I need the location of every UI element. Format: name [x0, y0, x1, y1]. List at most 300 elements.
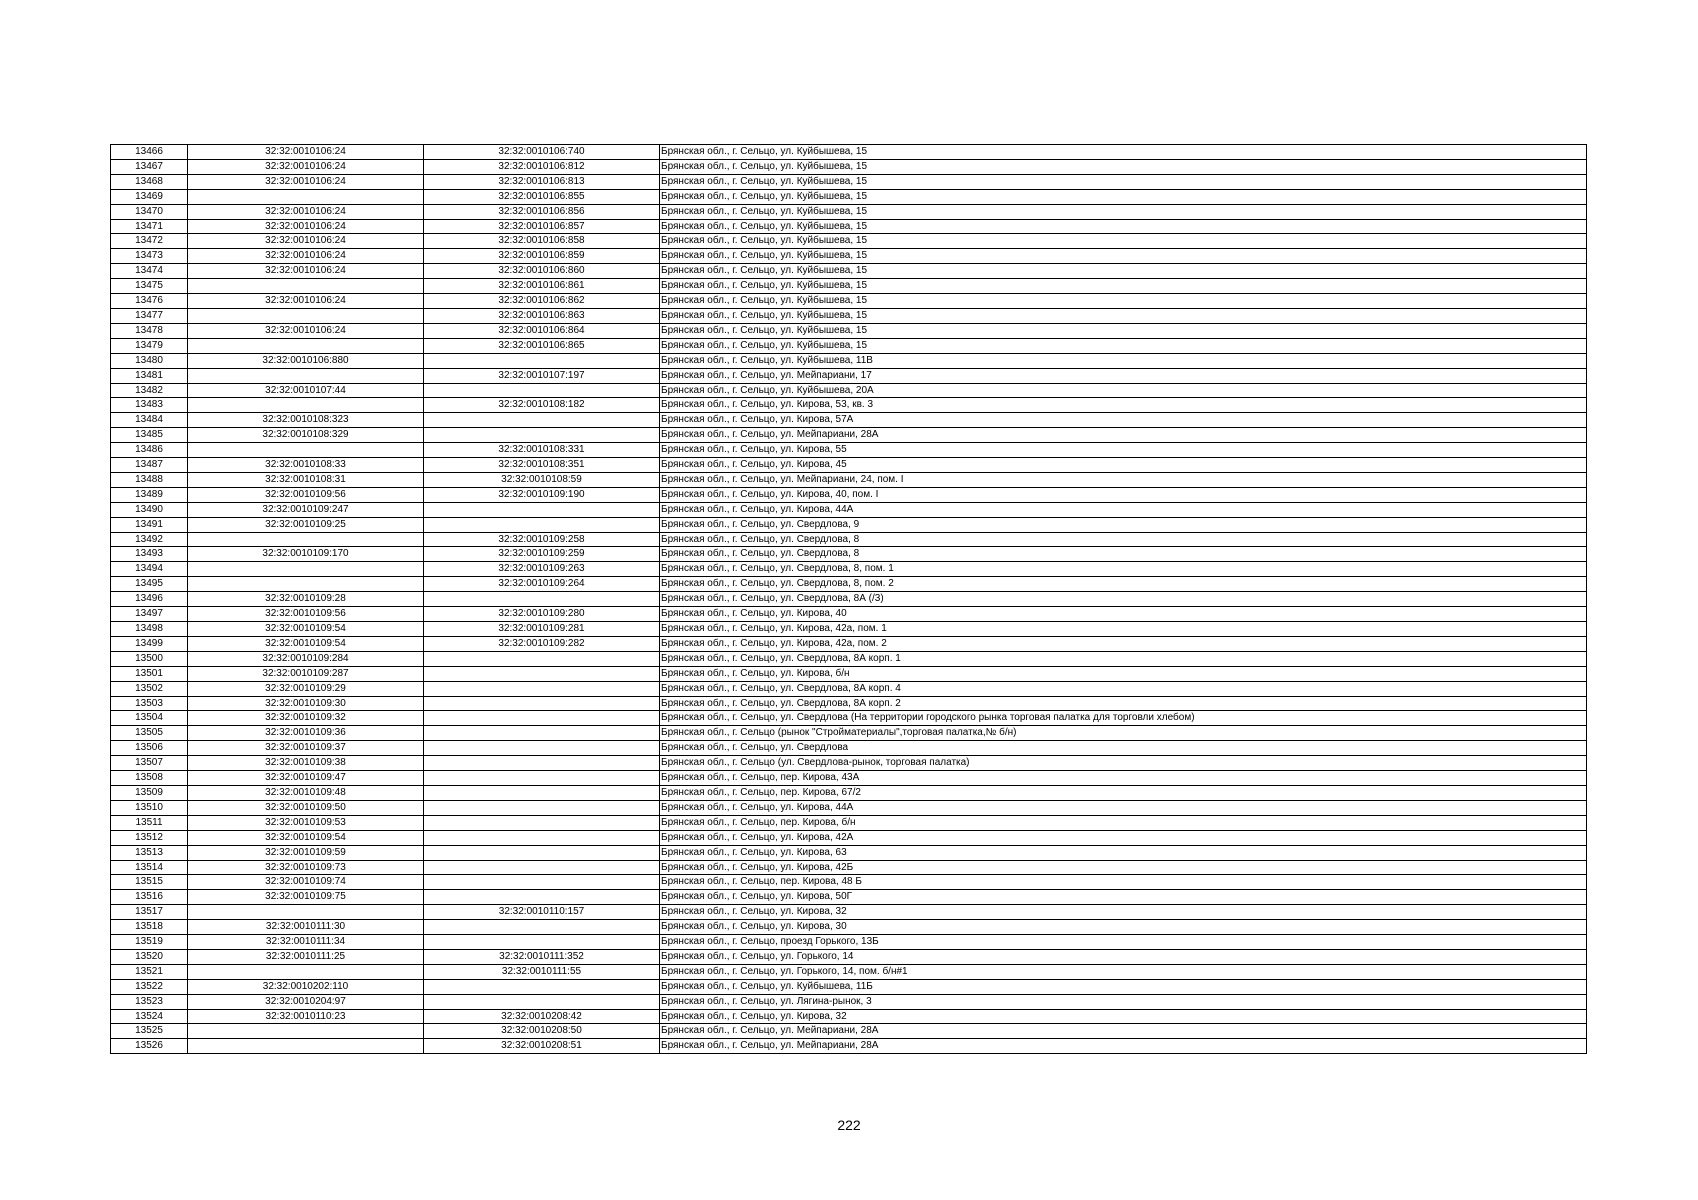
- land-plot-cadastral-cell: 32:32:0010109:56: [188, 487, 424, 502]
- land-plot-cadastral-cell: 32:32:0010109:284: [188, 651, 424, 666]
- land-plot-cadastral-cell: [188, 338, 424, 353]
- table-row: [111, 681, 1587, 696]
- land-plot-cadastral-cell: 32:32:0010106:24: [188, 234, 424, 249]
- row-number-cell: 13492: [111, 532, 188, 547]
- building-cadastral-cell: [424, 771, 660, 786]
- building-cadastral-cell: 32:32:0010208:42: [424, 1009, 660, 1024]
- table-row: [111, 472, 1587, 487]
- building-cadastral-cell: [424, 785, 660, 800]
- building-cadastral-cell: [424, 651, 660, 666]
- building-cadastral-cell: [424, 756, 660, 771]
- building-cadastral-cell: [424, 979, 660, 994]
- row-number-cell: 13480: [111, 353, 188, 368]
- building-cadastral-cell: 32:32:0010106:812: [424, 159, 660, 174]
- table-row: [111, 145, 1587, 160]
- land-plot-cadastral-cell: 32:32:0010111:25: [188, 949, 424, 964]
- table-row: [111, 815, 1587, 830]
- table-row: [111, 204, 1587, 219]
- address-cell: Брянская обл., г. Сельцо, ул. Свердлова, 8: [660, 547, 1587, 562]
- address-cell: Брянская обл., г. Сельцо, ул. Куйбышева, 15: [660, 294, 1587, 309]
- table-row: [111, 651, 1587, 666]
- address-cell: Брянская обл., г. Сельцо, ул. Кирова, 32: [660, 905, 1587, 920]
- address-cell: Брянская обл., г. Сельцо, ул. Кирова, 32: [660, 1009, 1587, 1024]
- row-number-cell: 13501: [111, 666, 188, 681]
- address-cell: Брянская обл., г. Сельцо, ул. Лягина-рынок, 3: [660, 994, 1587, 1009]
- building-cadastral-cell: [424, 860, 660, 875]
- land-plot-cadastral-cell: 32:32:0010110:23: [188, 1009, 424, 1024]
- table-row: [111, 532, 1587, 547]
- building-cadastral-cell: 32:32:0010106:740: [424, 145, 660, 160]
- land-plot-cadastral-cell: 32:32:0010109:30: [188, 696, 424, 711]
- address-cell: Брянская обл., г. Сельцо, ул. Свердлова, 8А корп. 1: [660, 651, 1587, 666]
- table-row: [111, 308, 1587, 323]
- table-row: [111, 189, 1587, 204]
- row-number-cell: 13500: [111, 651, 188, 666]
- building-cadastral-cell: [424, 726, 660, 741]
- building-cadastral-cell: [424, 711, 660, 726]
- address-cell: Брянская обл., г. Сельцо, ул. Свердлова, 8, пом. 1: [660, 562, 1587, 577]
- table-row: [111, 756, 1587, 771]
- table-row: [111, 353, 1587, 368]
- address-cell: Брянская обл., г. Сельцо, ул. Куйбышева, 15: [660, 219, 1587, 234]
- table-row: [111, 398, 1587, 413]
- land-plot-cadastral-cell: 32:32:0010109:54: [188, 830, 424, 845]
- table-row: [111, 696, 1587, 711]
- building-cadastral-cell: [424, 383, 660, 398]
- building-cadastral-cell: [424, 413, 660, 428]
- building-cadastral-cell: [424, 353, 660, 368]
- address-cell: Брянская обл., г. Сельцо, ул. Кирова, 42Б: [660, 860, 1587, 875]
- row-number-cell: 13522: [111, 979, 188, 994]
- table-row: [111, 607, 1587, 622]
- row-number-cell: 13485: [111, 428, 188, 443]
- address-cell: Брянская обл., г. Сельцо, ул. Мейпариани, 28А: [660, 428, 1587, 443]
- address-cell: Брянская обл., г. Сельцо, ул. Мейпариани, 24, пом. I: [660, 472, 1587, 487]
- row-number-cell: 13496: [111, 592, 188, 607]
- row-number-cell: 13506: [111, 741, 188, 756]
- building-cadastral-cell: 32:32:0010109:264: [424, 577, 660, 592]
- land-plot-cadastral-cell: [188, 443, 424, 458]
- building-cadastral-cell: 32:32:0010106:862: [424, 294, 660, 309]
- row-number-cell: 13484: [111, 413, 188, 428]
- row-number-cell: 13515: [111, 875, 188, 890]
- row-number-cell: 13512: [111, 830, 188, 845]
- table-row: [111, 264, 1587, 279]
- land-plot-cadastral-cell: 32:32:0010106:24: [188, 294, 424, 309]
- table-row: [111, 517, 1587, 532]
- row-number-cell: 13520: [111, 949, 188, 964]
- land-plot-cadastral-cell: 32:32:0010108:323: [188, 413, 424, 428]
- row-number-cell: 13516: [111, 890, 188, 905]
- land-plot-cadastral-cell: [188, 1024, 424, 1039]
- building-cadastral-cell: [424, 428, 660, 443]
- address-cell: Брянская обл., г. Сельцо, ул. Куйбышева, 15: [660, 189, 1587, 204]
- land-plot-cadastral-cell: [188, 1039, 424, 1054]
- row-number-cell: 13514: [111, 860, 188, 875]
- address-cell: Брянская обл., г. Сельцо, пер. Кирова, 67/2: [660, 785, 1587, 800]
- land-plot-cadastral-cell: 32:32:0010106:24: [188, 145, 424, 160]
- address-cell: Брянская обл., г. Сельцо, ул. Свердлова, 8: [660, 532, 1587, 547]
- land-plot-cadastral-cell: 32:32:0010109:38: [188, 756, 424, 771]
- row-number-cell: 13478: [111, 323, 188, 338]
- row-number-cell: 13523: [111, 994, 188, 1009]
- row-number-cell: 13472: [111, 234, 188, 249]
- table-row: [111, 935, 1587, 950]
- address-cell: Брянская обл., г. Сельцо, ул. Куйбышева, 15: [660, 323, 1587, 338]
- land-plot-cadastral-cell: 32:32:0010109:75: [188, 890, 424, 905]
- table-row: [111, 577, 1587, 592]
- row-number-cell: 13489: [111, 487, 188, 502]
- address-cell: Брянская обл., г. Сельцо, ул. Куйбышева, 15: [660, 174, 1587, 189]
- building-cadastral-cell: 32:32:0010111:352: [424, 949, 660, 964]
- address-cell: Брянская обл., г. Сельцо, ул. Свердлова (На территории городского рынка торговая палатка для торговли хлебом): [660, 711, 1587, 726]
- building-cadastral-cell: 32:32:0010106:857: [424, 219, 660, 234]
- row-number-cell: 13505: [111, 726, 188, 741]
- address-cell: Брянская обл., г. Сельцо, ул. Свердлова, 8, пом. 2: [660, 577, 1587, 592]
- row-number-cell: 13491: [111, 517, 188, 532]
- land-plot-cadastral-cell: 32:32:0010204:97: [188, 994, 424, 1009]
- row-number-cell: 13521: [111, 964, 188, 979]
- row-number-cell: 13524: [111, 1009, 188, 1024]
- table-row: [111, 428, 1587, 443]
- address-cell: Брянская обл., г. Сельцо, ул. Куйбышева, 15: [660, 279, 1587, 294]
- table-row: [111, 368, 1587, 383]
- land-plot-cadastral-cell: 32:32:0010109:287: [188, 666, 424, 681]
- table-row: [111, 949, 1587, 964]
- building-cadastral-cell: 32:32:0010109:263: [424, 562, 660, 577]
- building-cadastral-cell: 32:32:0010109:281: [424, 622, 660, 637]
- table-row: [111, 830, 1587, 845]
- row-number-cell: 13513: [111, 845, 188, 860]
- table-row: [111, 562, 1587, 577]
- address-cell: Брянская обл., г. Сельцо, ул. Куйбышева, 15: [660, 308, 1587, 323]
- building-cadastral-cell: [424, 696, 660, 711]
- row-number-cell: 13488: [111, 472, 188, 487]
- building-cadastral-cell: [424, 830, 660, 845]
- building-cadastral-cell: [424, 994, 660, 1009]
- table-row: [111, 159, 1587, 174]
- address-cell: Брянская обл., г. Сельцо, ул. Кирова, 45: [660, 458, 1587, 473]
- address-cell: Брянская обл., г. Сельцо (ул. Свердлова-рынок, торговая палатка): [660, 756, 1587, 771]
- table-row: [111, 502, 1587, 517]
- address-cell: Брянская обл., г. Сельцо (рынок "Стройматериалы",торговая палатка,№ б/н): [660, 726, 1587, 741]
- address-cell: Брянская обл., г. Сельцо, ул. Мейпариани, 17: [660, 368, 1587, 383]
- table-row: [111, 383, 1587, 398]
- land-plot-cadastral-cell: [188, 308, 424, 323]
- building-cadastral-cell: 32:32:0010106:859: [424, 249, 660, 264]
- building-cadastral-cell: [424, 741, 660, 756]
- building-cadastral-cell: 32:32:0010106:855: [424, 189, 660, 204]
- building-cadastral-cell: 32:32:0010110:157: [424, 905, 660, 920]
- table-row: [111, 875, 1587, 890]
- table-row: [111, 860, 1587, 875]
- row-number-cell: 13474: [111, 264, 188, 279]
- building-cadastral-cell: 32:32:0010108:351: [424, 458, 660, 473]
- address-cell: Брянская обл., г. Сельцо, ул. Кирова, 42а, пом. 1: [660, 622, 1587, 637]
- row-number-cell: 13499: [111, 636, 188, 651]
- address-cell: Брянская обл., г. Сельцо, ул. Кирова, 44А: [660, 800, 1587, 815]
- row-number-cell: 13494: [111, 562, 188, 577]
- row-number-cell: 13468: [111, 174, 188, 189]
- address-cell: Брянская обл., г. Сельцо, ул. Кирова, 30: [660, 920, 1587, 935]
- address-cell: Брянская обл., г. Сельцо, ул. Куйбышева, 11Б: [660, 979, 1587, 994]
- land-plot-cadastral-cell: 32:32:0010109:247: [188, 502, 424, 517]
- row-number-cell: 13481: [111, 368, 188, 383]
- address-cell: Брянская обл., г. Сельцо, ул. Свердлова, 8А (/3): [660, 592, 1587, 607]
- table-row: [111, 622, 1587, 637]
- table-row: [111, 249, 1587, 264]
- row-number-cell: 13507: [111, 756, 188, 771]
- land-plot-cadastral-cell: 32:32:0010109:73: [188, 860, 424, 875]
- land-plot-cadastral-cell: 32:32:0010109:48: [188, 785, 424, 800]
- building-cadastral-cell: [424, 875, 660, 890]
- address-cell: Брянская обл., г. Сельцо, ул. Горького, 14: [660, 949, 1587, 964]
- land-plot-cadastral-cell: 32:32:0010106:24: [188, 219, 424, 234]
- row-number-cell: 13471: [111, 219, 188, 234]
- building-cadastral-cell: [424, 681, 660, 696]
- address-cell: Брянская обл., г. Сельцо, ул. Куйбышева, 11В: [660, 353, 1587, 368]
- building-cadastral-cell: 32:32:0010208:51: [424, 1039, 660, 1054]
- row-number-cell: 13508: [111, 771, 188, 786]
- table-row: [111, 413, 1587, 428]
- table-row: [111, 174, 1587, 189]
- address-cell: Брянская обл., г. Сельцо, ул. Куйбышева, 15: [660, 159, 1587, 174]
- table-row: [111, 741, 1587, 756]
- building-cadastral-cell: [424, 845, 660, 860]
- land-plot-cadastral-cell: [188, 905, 424, 920]
- cadastral-table: [110, 144, 1587, 1054]
- address-cell: Брянская обл., г. Сельцо, ул. Свердлова, 9: [660, 517, 1587, 532]
- row-number-cell: 13495: [111, 577, 188, 592]
- address-cell: Брянская обл., г. Сельцо, пер. Кирова, 43А: [660, 771, 1587, 786]
- building-cadastral-cell: [424, 815, 660, 830]
- table-body: [111, 145, 1587, 1054]
- address-cell: Брянская обл., г. Сельцо, ул. Кирова, 42а, пом. 2: [660, 636, 1587, 651]
- row-number-cell: 13502: [111, 681, 188, 696]
- building-cadastral-cell: 32:32:0010106:813: [424, 174, 660, 189]
- land-plot-cadastral-cell: 32:32:0010108:329: [188, 428, 424, 443]
- table-row: [111, 443, 1587, 458]
- land-plot-cadastral-cell: 32:32:0010109:37: [188, 741, 424, 756]
- land-plot-cadastral-cell: 32:32:0010107:44: [188, 383, 424, 398]
- table-row: [111, 219, 1587, 234]
- land-plot-cadastral-cell: 32:32:0010109:74: [188, 875, 424, 890]
- row-number-cell: 13470: [111, 204, 188, 219]
- table-row: [111, 294, 1587, 309]
- address-cell: Брянская обл., г. Сельцо, ул. Мейпариани, 28А: [660, 1024, 1587, 1039]
- table-row: [111, 785, 1587, 800]
- row-number-cell: 13504: [111, 711, 188, 726]
- table-row: [111, 666, 1587, 681]
- table-row: [111, 994, 1587, 1009]
- address-cell: Брянская обл., г. Сельцо, ул. Куйбышева, 15: [660, 249, 1587, 264]
- building-cadastral-cell: 32:32:0010111:55: [424, 964, 660, 979]
- address-cell: Брянская обл., г. Сельцо, ул. Кирова, 55: [660, 443, 1587, 458]
- building-cadastral-cell: 32:32:0010106:861: [424, 279, 660, 294]
- row-number-cell: 13493: [111, 547, 188, 562]
- row-number-cell: 13473: [111, 249, 188, 264]
- land-plot-cadastral-cell: [188, 562, 424, 577]
- building-cadastral-cell: 32:32:0010109:280: [424, 607, 660, 622]
- row-number-cell: 13517: [111, 905, 188, 920]
- table-row: [111, 845, 1587, 860]
- land-plot-cadastral-cell: 32:32:0010109:54: [188, 636, 424, 651]
- address-cell: Брянская обл., г. Сельцо, ул. Кирова, б/н: [660, 666, 1587, 681]
- address-cell: Брянская обл., г. Сельцо, ул. Свердлова: [660, 741, 1587, 756]
- table-row: [111, 890, 1587, 905]
- row-number-cell: 13509: [111, 785, 188, 800]
- address-cell: Брянская обл., г. Сельцо, ул. Кирова, 53, кв. 3: [660, 398, 1587, 413]
- building-cadastral-cell: 32:32:0010107:197: [424, 368, 660, 383]
- address-cell: Брянская обл., г. Сельцо, ул. Кирова, 50Г: [660, 890, 1587, 905]
- table-row: [111, 1024, 1587, 1039]
- table-row: [111, 1039, 1587, 1054]
- row-number-cell: 13525: [111, 1024, 188, 1039]
- land-plot-cadastral-cell: 32:32:0010108:31: [188, 472, 424, 487]
- building-cadastral-cell: 32:32:0010108:182: [424, 398, 660, 413]
- address-cell: Брянская обл., г. Сельцо, ул. Куйбышева, 15: [660, 145, 1587, 160]
- table-row: [111, 279, 1587, 294]
- address-cell: Брянская обл., г. Сельцо, ул. Кирова, 57А: [660, 413, 1587, 428]
- table-row: [111, 964, 1587, 979]
- address-cell: Брянская обл., г. Сельцо, ул. Кирова, 40, пом. I: [660, 487, 1587, 502]
- land-plot-cadastral-cell: [188, 398, 424, 413]
- land-plot-cadastral-cell: 32:32:0010202:110: [188, 979, 424, 994]
- land-plot-cadastral-cell: 32:32:0010111:30: [188, 920, 424, 935]
- table-row: [111, 979, 1587, 994]
- address-cell: Брянская обл., г. Сельцо, ул. Горького, 14, пом. б/н#1: [660, 964, 1587, 979]
- row-number-cell: 13466: [111, 145, 188, 160]
- land-plot-cadastral-cell: [188, 368, 424, 383]
- land-plot-cadastral-cell: 32:32:0010109:29: [188, 681, 424, 696]
- table-row: [111, 800, 1587, 815]
- land-plot-cadastral-cell: [188, 532, 424, 547]
- address-cell: Брянская обл., г. Сельцо, ул. Куйбышева, 15: [660, 264, 1587, 279]
- address-cell: Брянская обл., г. Сельцо, проезд Горького, 13Б: [660, 935, 1587, 950]
- address-cell: Брянская обл., г. Сельцо, ул. Кирова, 44А: [660, 502, 1587, 517]
- row-number-cell: 13482: [111, 383, 188, 398]
- table-row: [111, 458, 1587, 473]
- row-number-cell: 13469: [111, 189, 188, 204]
- land-plot-cadastral-cell: [188, 964, 424, 979]
- building-cadastral-cell: 32:32:0010109:282: [424, 636, 660, 651]
- row-number-cell: 13519: [111, 935, 188, 950]
- table-row: [111, 547, 1587, 562]
- building-cadastral-cell: 32:32:0010109:259: [424, 547, 660, 562]
- row-number-cell: 13467: [111, 159, 188, 174]
- building-cadastral-cell: [424, 592, 660, 607]
- land-plot-cadastral-cell: [188, 279, 424, 294]
- table-row: [111, 323, 1587, 338]
- row-number-cell: 13518: [111, 920, 188, 935]
- land-plot-cadastral-cell: 32:32:0010106:24: [188, 174, 424, 189]
- land-plot-cadastral-cell: 32:32:0010106:24: [188, 323, 424, 338]
- address-cell: Брянская обл., г. Сельцо, ул. Куйбышева, 20А: [660, 383, 1587, 398]
- table-row: [111, 592, 1587, 607]
- building-cadastral-cell: 32:32:0010106:856: [424, 204, 660, 219]
- row-number-cell: 13486: [111, 443, 188, 458]
- table-row: [111, 711, 1587, 726]
- table-row: [111, 920, 1587, 935]
- address-cell: Брянская обл., г. Сельцо, ул. Кирова, 40: [660, 607, 1587, 622]
- row-number-cell: 13526: [111, 1039, 188, 1054]
- building-cadastral-cell: 32:32:0010109:258: [424, 532, 660, 547]
- table-row: [111, 1009, 1587, 1024]
- building-cadastral-cell: [424, 935, 660, 950]
- land-plot-cadastral-cell: 32:32:0010109:54: [188, 622, 424, 637]
- land-plot-cadastral-cell: 32:32:0010109:28: [188, 592, 424, 607]
- building-cadastral-cell: 32:32:0010108:331: [424, 443, 660, 458]
- land-plot-cadastral-cell: 32:32:0010109:47: [188, 771, 424, 786]
- table-row: [111, 905, 1587, 920]
- address-cell: Брянская обл., г. Сельцо, ул. Свердлова, 8А корп. 2: [660, 696, 1587, 711]
- table-row: [111, 636, 1587, 651]
- row-number-cell: 13490: [111, 502, 188, 517]
- building-cadastral-cell: [424, 517, 660, 532]
- address-cell: Брянская обл., г. Сельцо, ул. Кирова, 63: [660, 845, 1587, 860]
- building-cadastral-cell: 32:32:0010106:863: [424, 308, 660, 323]
- row-number-cell: 13498: [111, 622, 188, 637]
- address-cell: Брянская обл., г. Сельцо, ул. Куйбышева, 15: [660, 204, 1587, 219]
- building-cadastral-cell: [424, 502, 660, 517]
- row-number-cell: 13497: [111, 607, 188, 622]
- address-cell: Брянская обл., г. Сельцо, ул. Свердлова, 8А корп. 4: [660, 681, 1587, 696]
- land-plot-cadastral-cell: 32:32:0010109:36: [188, 726, 424, 741]
- address-cell: Брянская обл., г. Сельцо, ул. Мейпариани, 28А: [660, 1039, 1587, 1054]
- building-cadastral-cell: 32:32:0010106:864: [424, 323, 660, 338]
- land-plot-cadastral-cell: 32:32:0010109:53: [188, 815, 424, 830]
- land-plot-cadastral-cell: 32:32:0010106:24: [188, 249, 424, 264]
- address-cell: Брянская обл., г. Сельцо, ул. Куйбышева, 15: [660, 338, 1587, 353]
- row-number-cell: 13476: [111, 294, 188, 309]
- row-number-cell: 13475: [111, 279, 188, 294]
- row-number-cell: 13503: [111, 696, 188, 711]
- row-number-cell: 13483: [111, 398, 188, 413]
- building-cadastral-cell: 32:32:0010106:858: [424, 234, 660, 249]
- table-row: [111, 338, 1587, 353]
- building-cadastral-cell: [424, 800, 660, 815]
- row-number-cell: 13477: [111, 308, 188, 323]
- table-row: [111, 771, 1587, 786]
- table-row: [111, 487, 1587, 502]
- land-plot-cadastral-cell: 32:32:0010108:33: [188, 458, 424, 473]
- row-number-cell: 13487: [111, 458, 188, 473]
- building-cadastral-cell: [424, 890, 660, 905]
- land-plot-cadastral-cell: 32:32:0010106:24: [188, 264, 424, 279]
- row-number-cell: 13511: [111, 815, 188, 830]
- building-cadastral-cell: 32:32:0010109:190: [424, 487, 660, 502]
- land-plot-cadastral-cell: 32:32:0010109:50: [188, 800, 424, 815]
- building-cadastral-cell: [424, 666, 660, 681]
- land-plot-cadastral-cell: [188, 189, 424, 204]
- land-plot-cadastral-cell: [188, 577, 424, 592]
- land-plot-cadastral-cell: 32:32:0010111:34: [188, 935, 424, 950]
- address-cell: Брянская обл., г. Сельцо, ул. Кирова, 42А: [660, 830, 1587, 845]
- building-cadastral-cell: 32:32:0010106:865: [424, 338, 660, 353]
- row-number-cell: 13479: [111, 338, 188, 353]
- row-number-cell: 13510: [111, 800, 188, 815]
- page-number: 222: [837, 1117, 861, 1133]
- table-row: [111, 234, 1587, 249]
- building-cadastral-cell: 32:32:0010108:59: [424, 472, 660, 487]
- land-plot-cadastral-cell: 32:32:0010106:24: [188, 204, 424, 219]
- table-row: [111, 726, 1587, 741]
- building-cadastral-cell: 32:32:0010208:50: [424, 1024, 660, 1039]
- land-plot-cadastral-cell: 32:32:0010109:32: [188, 711, 424, 726]
- land-plot-cadastral-cell: 32:32:0010106:24: [188, 159, 424, 174]
- address-cell: Брянская обл., г. Сельцо, пер. Кирова, б/н: [660, 815, 1587, 830]
- building-cadastral-cell: 32:32:0010106:860: [424, 264, 660, 279]
